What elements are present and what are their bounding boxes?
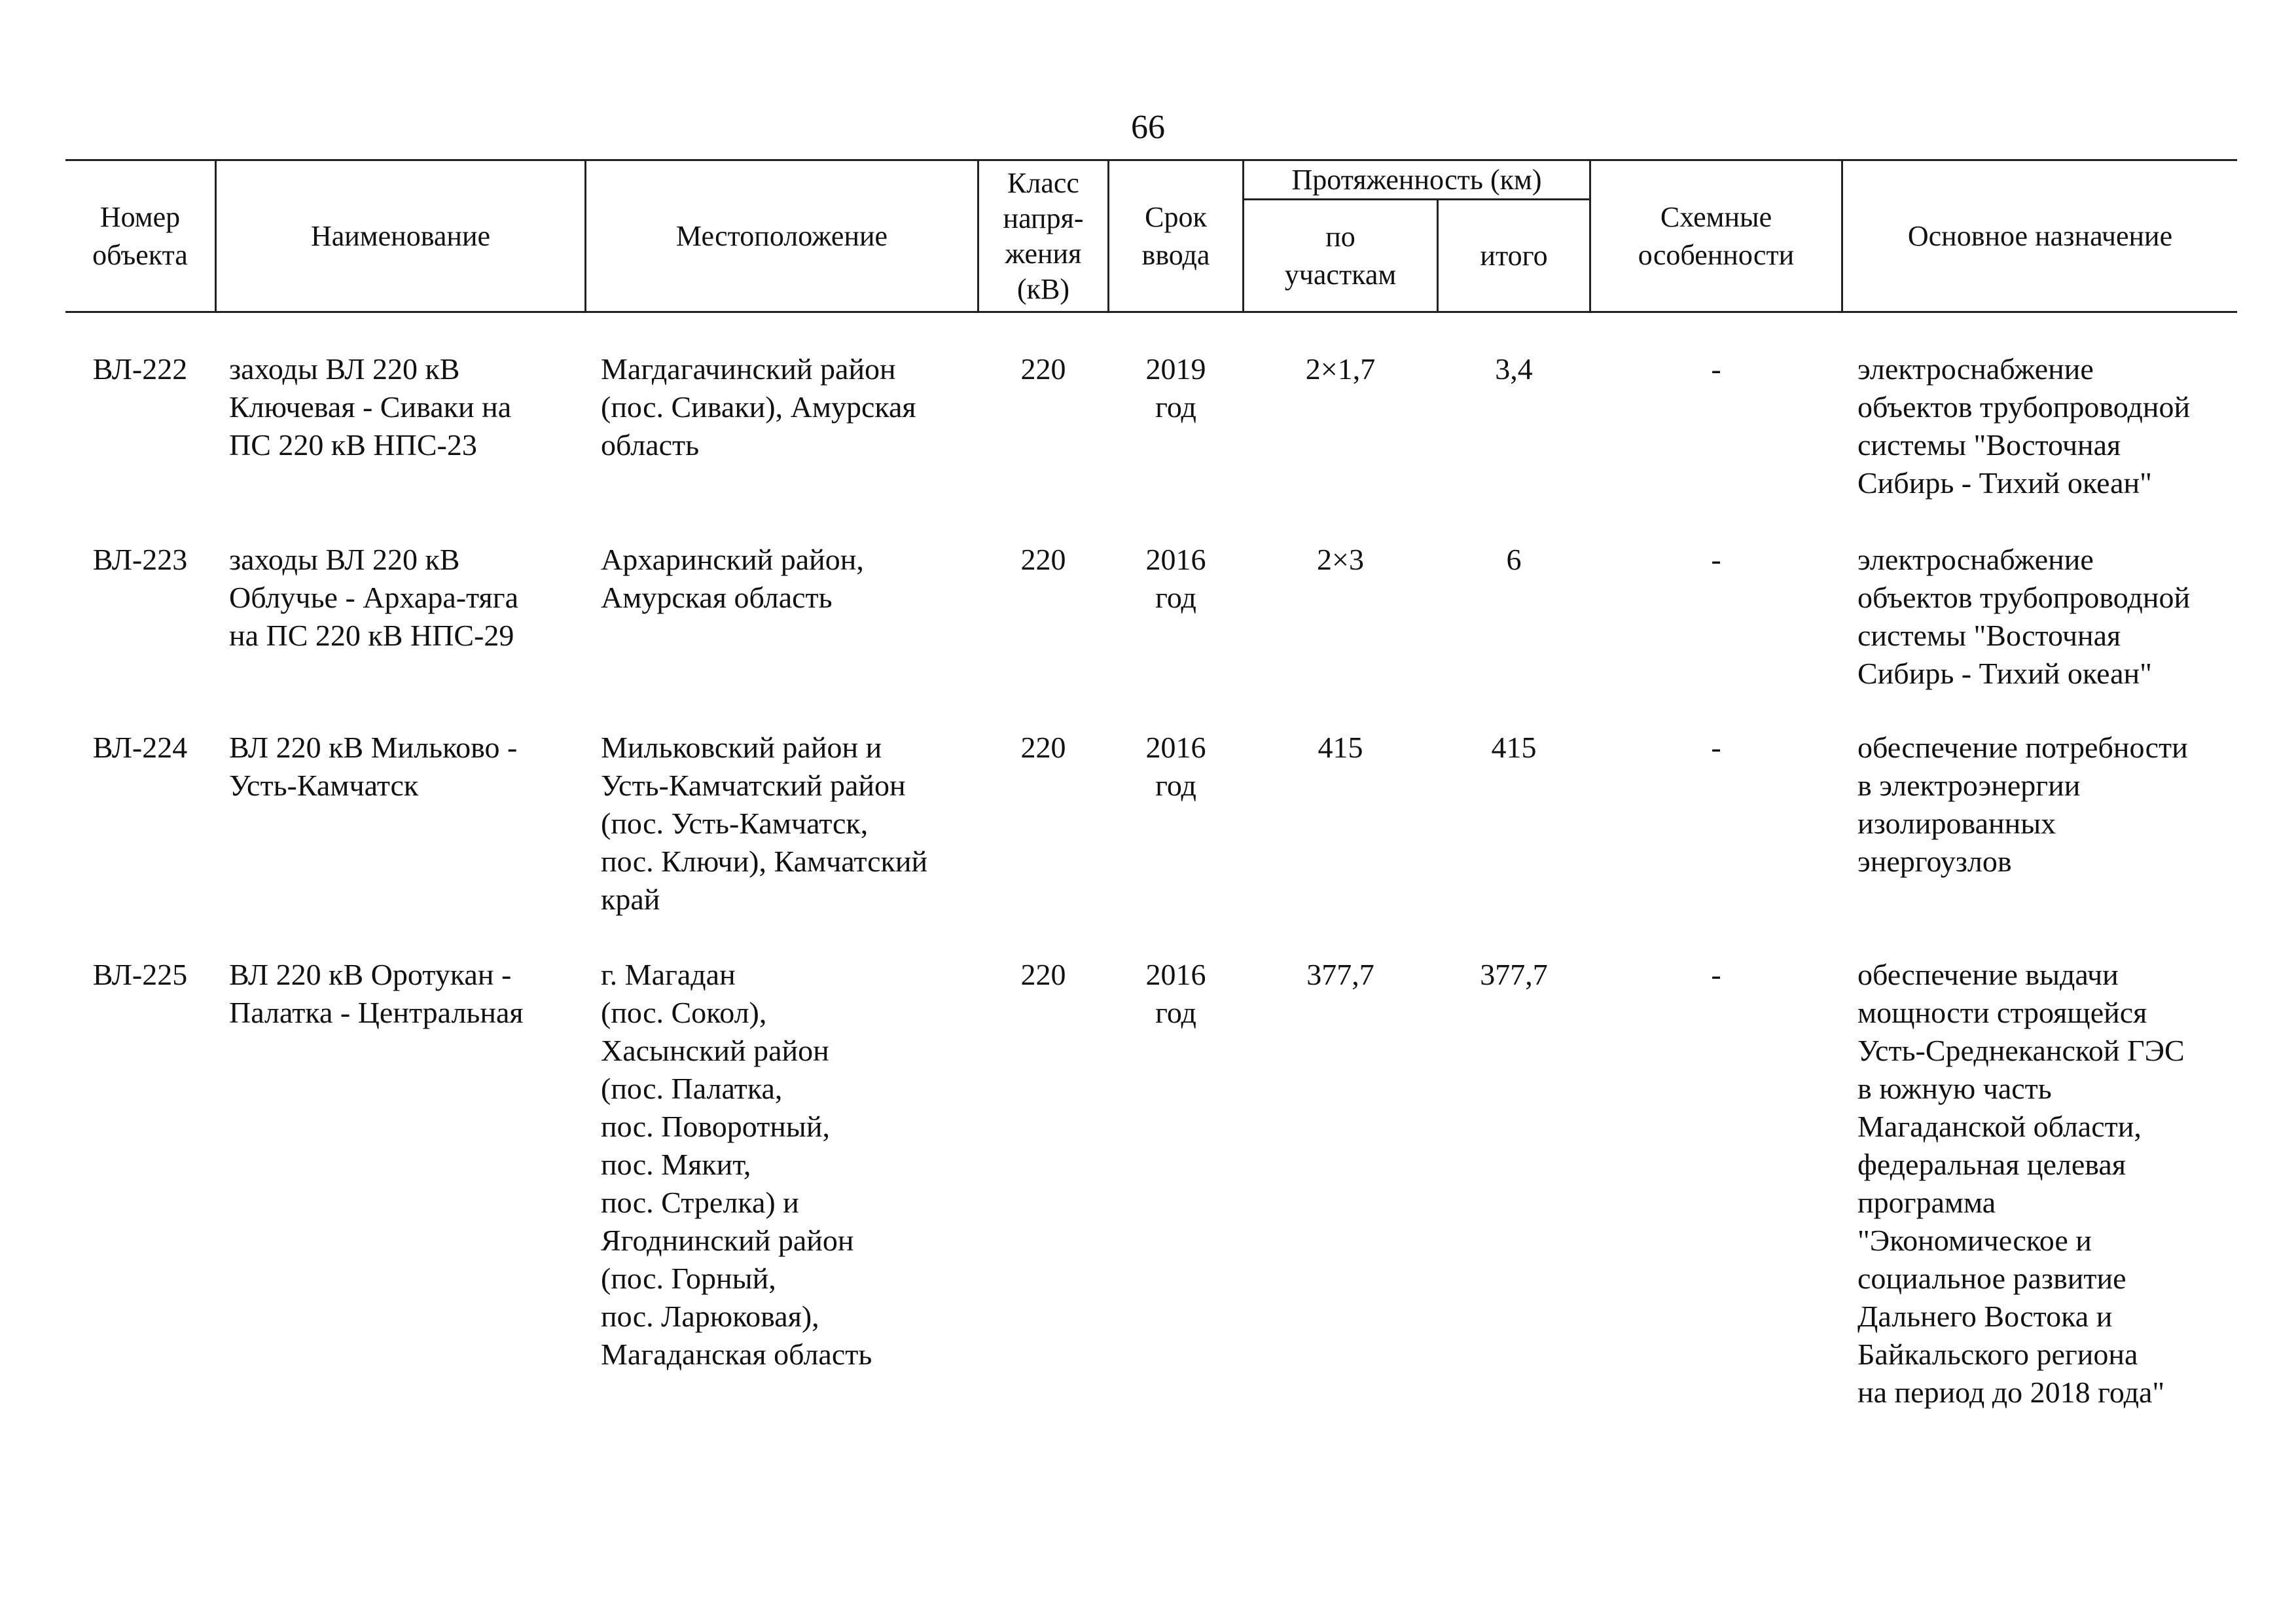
- cell-length-sections: 415: [1318, 731, 1363, 764]
- cell-term: 2016 год: [1145, 543, 1206, 614]
- cell-term: 2016 год: [1145, 731, 1206, 802]
- header-name: Наименование: [310, 219, 491, 252]
- header-object-number: Номер объекта: [92, 200, 188, 271]
- cell-purpose: электроснабжение объектов трубопроводной системы "Восточная Сибирь - Тихий океан": [1857, 352, 2191, 500]
- cell-term: 2016 год: [1145, 958, 1206, 1029]
- header-length: Протяженность (км): [1291, 163, 1542, 196]
- header-commissioning-term: Срок ввода: [1141, 200, 1210, 271]
- cell-purpose: обеспечение потребности в электроэнергии изолированных энергоузлов: [1857, 731, 2188, 878]
- cell-object-number: ВЛ-223: [92, 543, 188, 576]
- header-scheme-features: Схемные особенности: [1638, 200, 1795, 271]
- header-location: Местоположение: [675, 219, 888, 252]
- cell-purpose: электроснабжение объектов трубопроводной системы "Восточная Сибирь - Тихий океан": [1857, 543, 2191, 690]
- cell-voltage: 220: [1020, 543, 1066, 576]
- header-voltage-class: Класс напря- жения (кВ): [1003, 166, 1084, 305]
- header-length-total: итого: [1480, 239, 1548, 272]
- header-main-purpose: Основное назначение: [1907, 219, 2173, 252]
- cell-location: г. Магадан (пос. Сокол), Хасынский район (пос. Палатка, пос. Поворотный, пос. Мякит, пос. Стрелка) и Ягоднинский район (пос. Горный, пос. Ларюковая), Магаданская область: [601, 958, 872, 1371]
- cell-length-sections: 377,7: [1306, 958, 1374, 991]
- cell-length-total: 3,4: [1495, 352, 1533, 386]
- page-number: 66: [1131, 109, 1165, 146]
- cell-voltage: 220: [1020, 731, 1066, 764]
- cell-purpose: обеспечение выдачи мощности строящейся Усть-Среднеканской ГЭС в южную часть Магаданской области, федеральная целевая программа "Экономическое и социальное развитие Дальнего Востока и Байкальского региона на период до 2018 года": [1857, 958, 2185, 1409]
- cell-scheme: -: [1711, 543, 1721, 576]
- cell-voltage: 220: [1020, 352, 1066, 386]
- cell-scheme: -: [1711, 958, 1721, 991]
- cell-length-sections: 2×3: [1317, 543, 1364, 576]
- cell-location: Архаринский район, Амурская область: [601, 543, 864, 614]
- cell-object-number: ВЛ-224: [92, 731, 188, 764]
- cell-name: заходы ВЛ 220 кВ Облучье - Архара-тяга на ПС 220 кВ НПС-29: [229, 543, 518, 652]
- cell-scheme: -: [1711, 731, 1721, 764]
- header-length-sections: по участкам: [1284, 220, 1397, 291]
- cell-length-total: 415: [1491, 731, 1537, 764]
- cell-name: ВЛ 220 кВ Оротукан - Палатка - Центральная: [229, 958, 524, 1029]
- cell-term: 2019 год: [1145, 352, 1206, 424]
- cell-name: заходы ВЛ 220 кВ Ключевая - Сиваки на ПС 220 кВ НПС-23: [229, 352, 512, 462]
- cell-length-sections: 2×1,7: [1305, 352, 1376, 386]
- cell-location: Мильковский район и Усть-Камчатский район (пос. Усть-Камчатск, пос. Ключи), Камчатский край: [601, 731, 928, 916]
- table-header-bottom-rule: [65, 311, 2237, 313]
- cell-name: ВЛ 220 кВ Мильково - Усть-Камчатск: [229, 731, 518, 802]
- cell-scheme: -: [1711, 352, 1721, 386]
- cell-length-total: 6: [1506, 543, 1522, 576]
- cell-voltage: 220: [1020, 958, 1066, 991]
- cell-object-number: ВЛ-225: [92, 958, 188, 991]
- cell-object-number: ВЛ-222: [92, 352, 188, 386]
- cell-length-total: 377,7: [1480, 958, 1548, 991]
- cell-location: Магдагачинский район (пос. Сиваки), Амурская область: [601, 352, 916, 462]
